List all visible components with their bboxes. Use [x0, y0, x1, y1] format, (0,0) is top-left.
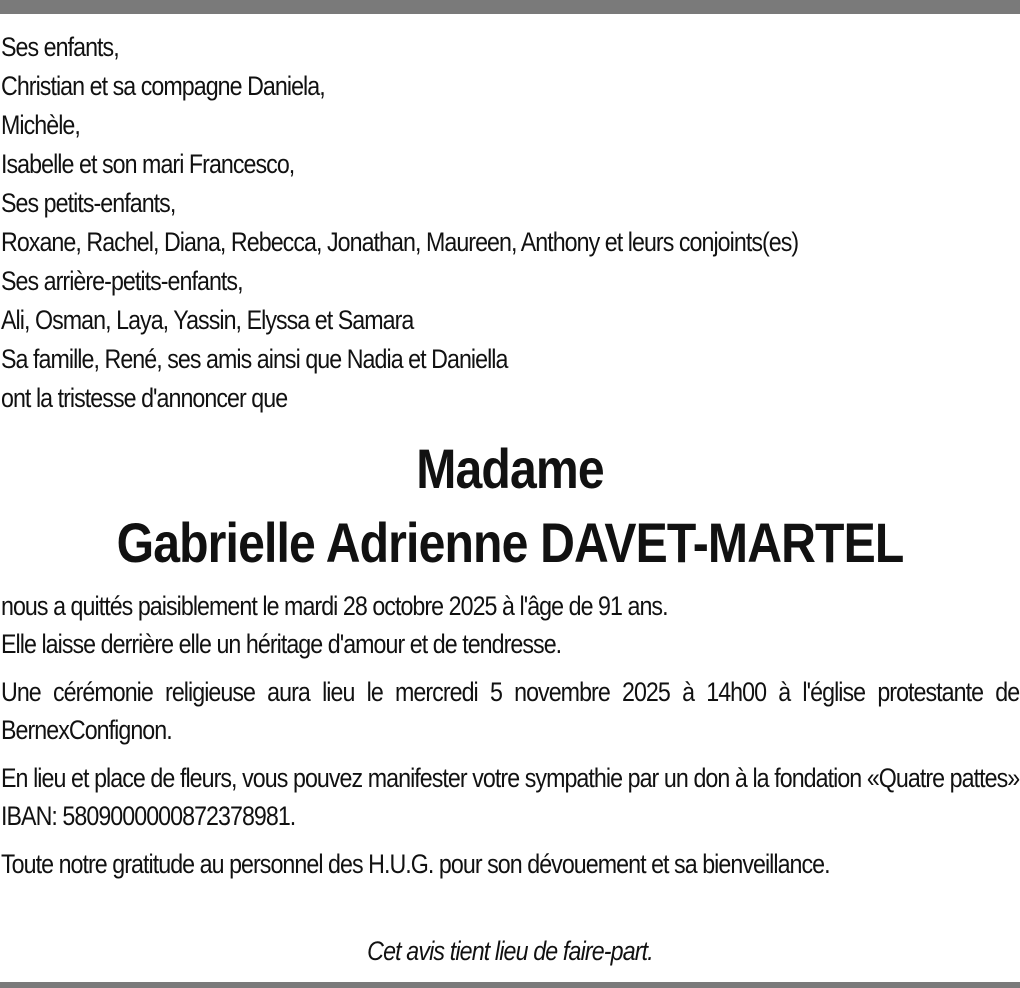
passing-line-1: nous a quittés paisiblement le mardi 28 octobre 2025 à l'âge de 91 ans.: [1, 591, 668, 621]
closing-note: Cet avis tient lieu de faire-part.: [367, 936, 653, 966]
family-line: Ses petits-enfants,: [1, 188, 176, 218]
bottom-divider: [0, 982, 1020, 988]
deceased-full-name: Gabrielle Adrienne DAVET-MARTEL: [116, 511, 904, 574]
family-line: Michèle,: [1, 110, 80, 140]
family-line: Christian et sa compagne Daniela,: [1, 71, 325, 101]
family-line: Isabelle et son mari Francesco,: [1, 149, 295, 179]
family-line: Ses enfants,: [1, 32, 119, 62]
family-line: Sa famille, René, ses amis ainsi que Nadia et Daniella: [1, 344, 508, 374]
family-line: Roxane, Rachel, Diana, Rebecca, Jonathan, Maureen, Anthony et leurs conjoints(es): [1, 227, 799, 257]
announcement-body: [1, 587, 1020, 883]
gratitude-paragraph: Toute notre gratitude au personnel des H.U.G. pour son dévouement et sa bienveillance.: [1, 849, 830, 879]
passing-line-2: Elle laisse derrière elle un héritage d'amour et de tendresse.: [1, 629, 562, 659]
family-line: ont la tristesse d'annoncer que: [1, 383, 288, 413]
family-list: [1, 28, 1020, 418]
donation-paragraph: En lieu et place de fleurs, vous pouvez manifester votre sympathie par un don à la fondation «Quatre pattes» IBAN: 5809000000872378981.: [1, 763, 1020, 831]
ceremony-paragraph: Une cérémonie religieuse aura lieu le mercredi 5 novembre 2025 à 14h00 à l'église protestante de BernexConfignon.: [1, 677, 1020, 745]
deceased-name-block: [0, 432, 1020, 580]
deceased-honorific: Madame: [416, 437, 604, 500]
family-line: Ses arrière-petits-enfants,: [1, 266, 243, 296]
top-divider: [0, 0, 1020, 14]
family-line: Ali, Osman, Laya, Yassin, Elyssa et Samara: [1, 305, 414, 335]
